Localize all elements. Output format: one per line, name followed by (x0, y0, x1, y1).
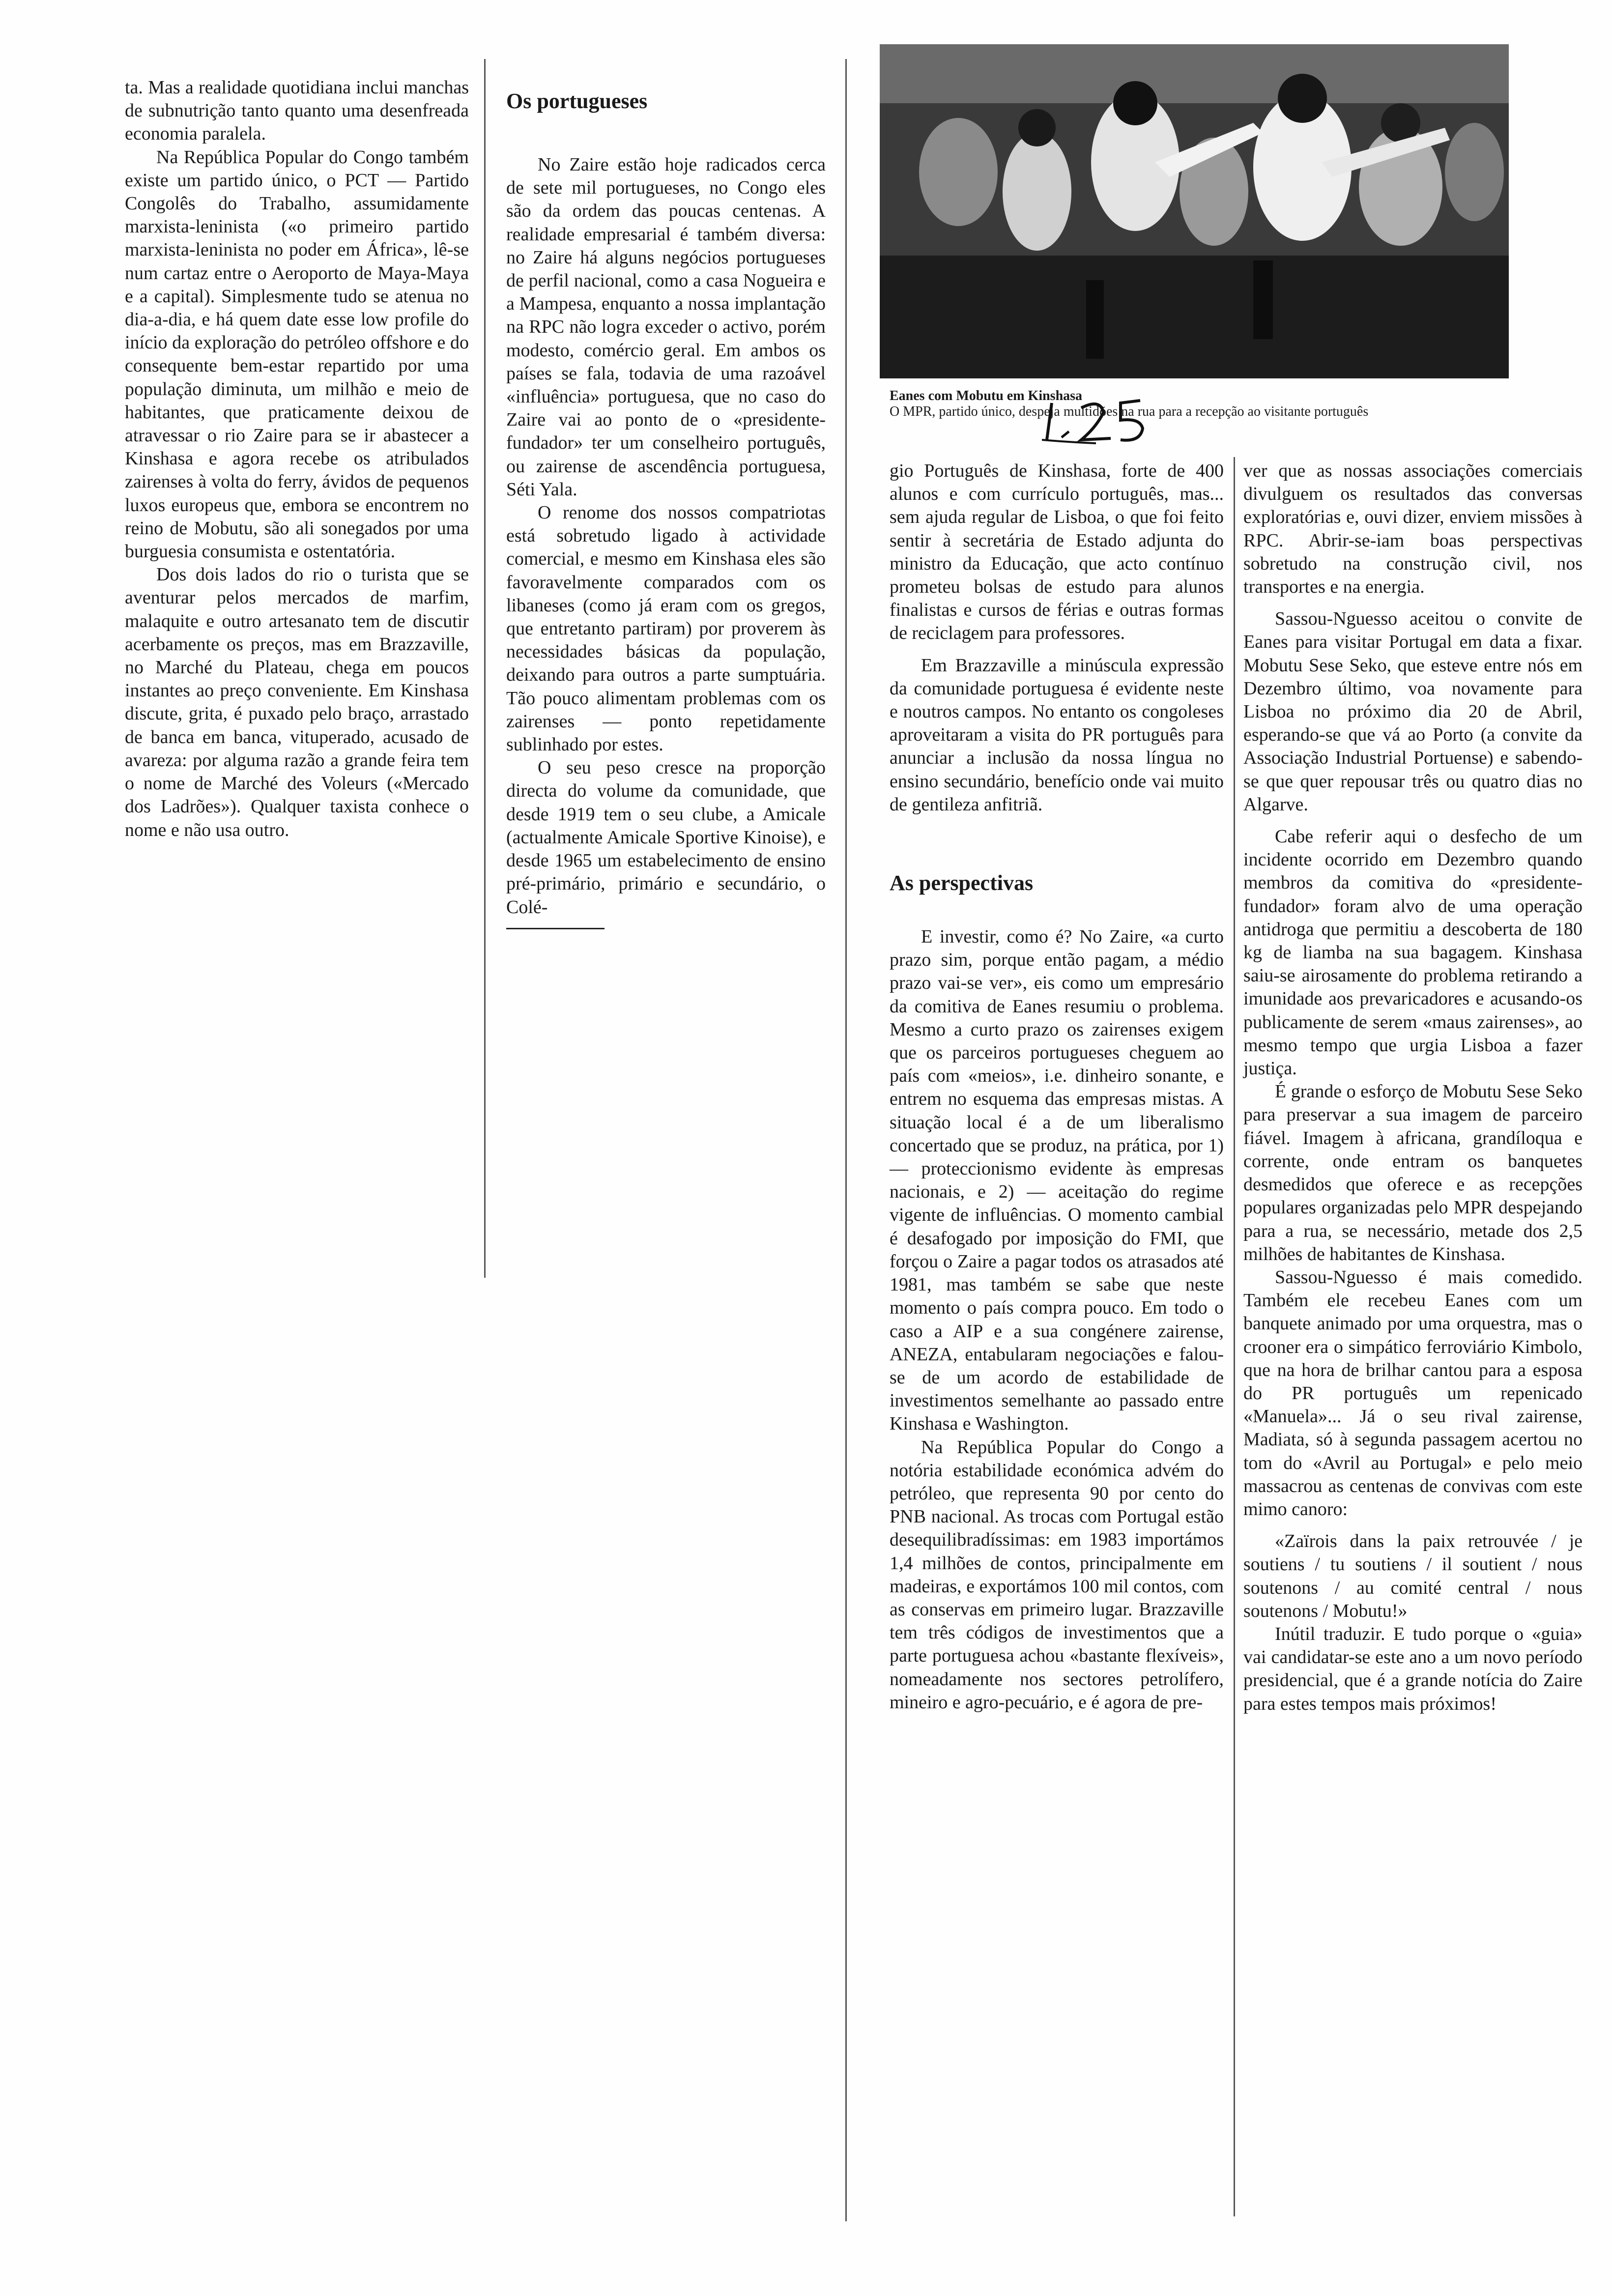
paragraph: Dos dois lados do rio o turista que se aventurar pelos mercados de marfim, malaquite e outro artesanato tem de discutir acerbamente os preços, mas em Brazzaville, no Marché du Plateau, chega em poucos instantes ao preço conveniente. Em Kinshasa discute, grita, é puxado pelo braço, arrastado de banca em banca, vituperado, acusado de avareza: por alguma razão a grande feira tem o nome de Marché des Voleurs («Mercado dos Ladrões»). Qualquer taxista conhece o nome e não usa outro. (125, 564, 469, 840)
paragraph: É grande o esforço de Mobutu Sese Seko para preservar a sua imagem de parceiro fiável. Imagem à africana, grandíloqua e corrente, onde entram os banquetes desmedidos que oferece e as recepções populares organizadas pelo MPR despejando para a rua, se necessário, metade dos 2,5 milhões de habitantes de Kinshasa. (1243, 1081, 1583, 1264)
paragraph: «Zaïrois dans la paix retrouvée / je soutiens / tu soutiens / il soutient / nous soutenons / au comité central / nous soutenons / Mobutu!» (1243, 1531, 1583, 1621)
photo-caption (890, 388, 1514, 420)
paragraph: Sassou-Nguesso é mais comedido. Também ele recebeu Eanes com um banquete animado por uma orquestra, mas o crooner era o simpático ferroviário Kimbolo, que na hora de brilhar cantou para a esposa do PR português um repenicado «Manuela»... Já o seu rival zairense, Madiata, só à segunda passagem acertou no tom do «Avril au Portugal» e pelo meio massacrou as centenas de convivas com este mimo canoro: (1243, 1266, 1583, 1520)
column-3 (890, 459, 1224, 1714)
column-divider (1234, 457, 1235, 2216)
crowd-photo-illustration (880, 44, 1509, 378)
section-heading: Os portugueses (506, 89, 648, 113)
paragraph: Em Brazzaville a minúscula expressão da comunidade portuguesa é evidente neste e noutros campos. No entanto os congoleses aproveitaram a visita do PR português para anunciar a inclusão da nossa língua no ensino secundário, benefício onde vai muito de gentileza anfitriã. (890, 655, 1224, 815)
paragraph: Cabe referir aqui o desfecho de um incidente ocorrido em Dezembro quando membros da comitiva do «presidente-fundador» foram alvo de uma operação antidroga que permitiu a descoberta de 180 kg de liamba na sua bagagem. Kinshasa saiu-se airosamente do problema retirando a imunidade aos prevaricadores e acusando-os publicamente de serem «maus zairenses», ao mesmo tempo que urgia Lisboa a fazer justiça. (1243, 826, 1583, 1079)
end-rule (506, 928, 604, 929)
paragraph: O seu peso cresce na proporção directa do volume da comunidade, que desde 1919 tem o seu clube, a Amicale (actualmente Amicale Sportive Kinoise), e desde 1965 um estabelecimento de ensino pré-primário, primário e secundário, o Colé- (506, 757, 826, 918)
paragraph: Na República Popular do Congo também existe um partido único, o PCT — Partido Congolês do Trabalho, assumidamente marxista-leninista («o primeiro partido marxista-leninista no poder em África», lê-se num cartaz entre o Aeroporto de Maya-Maya e a capital). Simplesmente tudo se atenua no dia-a-dia, e há quem date esse low profile do início da exploração do petróleo offshore e do consequente bem-estar repartido por uma população diminuta, um milhão e meio de habitantes, que praticamente deixou de atravessar o rio Zaire para se ir abastecer a Kinshasa e agora recebe os atribulados zairenses à volta do ferry, ávidos de pequenos luxos europeus que, embora se encontrem no reino de Mobutu, são ali sonegados por uma burguesia consumista e ostentatória. (125, 146, 469, 562)
column-divider (845, 59, 847, 2221)
paragraph: E investir, como é? No Zaire, «a curto prazo sim, porque então pagam, a médio prazo vai-se ver», eis como um empresário da comitiva de Eanes resumiu o problema. Mesmo a curto prazo os zairenses exigem que os parceiros portugueses cheguem ao país com «meios», i.e. dinheiro sonante, e entrem no esquema das empresas mistas. A situação local é a de um liberalismo concertado que se produz, na prática, por 1) — proteccionismo evidente às empresas nacionais, e 2) — aceitação do regime vigente de influências. O momento cambial é desafogado por imposição do FMI, que forçou o Zaire a pagar todos os atrasados até 1981, mas também se sabe que neste momento o país compra pouco. Em todo o caso a AIP e a sua congénere zairense, ANEZA, entabularam negociações e falou-se de um acordo de estabilidade de investimentos semelhante ao passado entre Kinshasa e Washington. (890, 926, 1224, 1435)
paragraph: Sassou-Nguesso aceitou o convite de Eanes para visitar Portugal em data a fixar. Mobutu Sese Seko, que esteve entre nós em Dezembro último, voa novamente para Lisboa no próximo dia 20 de Abril, esperando-se que vá ao Porto (a convite da Associação Industrial Portuense) e sabendo-se que quer repousar três ou quatro dias no Algarve. (1243, 608, 1583, 815)
caption-title: Eanes com Mobutu em Kinshasa (890, 388, 1083, 403)
handwritten-mark (1042, 393, 1170, 447)
paragraph: ver que as nossas associações comerciais divulguem os resultados das conversas exploratórias e, ouvi dizer, enviem missões à RPC. Abrir-se-iam boas perspectivas sobretudo na construção civil, nos transportes e na energia. (1243, 460, 1583, 598)
section-heading: As perspectivas (890, 871, 1034, 895)
column-4 (1243, 459, 1583, 1716)
news-photo (880, 44, 1509, 378)
paragraph: Inútil traduzir. E tudo porque o «guia» vai candidatar-se este ano a um novo período presidencial, que é a grande notícia do Zaire para estes tempos mais próximos! (1243, 1623, 1583, 1714)
caption-text: O MPR, partido único, despeja multidões na rua para a recepção ao visitante português (890, 404, 1369, 419)
paragraph: Na República Popular do Congo a notória estabilidade económica advém do petróleo, que representa 90 por cento do PNB nacional. As trocas com Portugal estão desequilibradíssimas: em 1983 importámos 1,4 milhões de contos, principalmente em madeiras, e exportámos 100 mil contos, com as conservas em primeiro lugar. Brazzaville tem três códigos de investimentos que a parte portuguesa achou «bastante flexíveis», nomeadamente nos sectores petrolífero, mineiro e agro-pecuário, e é agora de pre- (890, 1436, 1224, 1713)
column-1 (125, 76, 469, 842)
column-2 (506, 88, 826, 929)
paragraph: O renome dos nossos compatriotas está sobretudo ligado à actividade comercial, e mesmo em Kinshasa eles são favoravelmente comparados com os libaneses (como já eram com os gregos, que entretanto partiram) por proverem às necessidades básicas da população, deixando para outros a parte sumptuária. Tão pouco alimentam problemas com os zairenses — ponto repetidamente sublinhado por estes. (506, 502, 826, 755)
column-divider (484, 59, 486, 1278)
paragraph: gio Português de Kinshasa, forte de 400 alunos e com currículo português, mas... sem ajuda regular de Lisboa, o que foi feito sentir à secretária de Estado adjunta do ministro da Educação, que acto contínuo prometeu bolsas de estudo para alunos finalistas e cursos de férias e outras formas de reciclagem para professores. (890, 460, 1224, 644)
paragraph: No Zaire estão hoje radicados cerca de sete mil portugueses, no Congo eles são da ordem das poucas centenas. A realidade empresarial é também diversa: no Zaire há alguns negócios portugueses de perfil nacional, como a casa Nogueira e a Mampesa, enquanto a nossa implantação na RPC não logra exceder o activo, porém modesto, comércio geral. Em ambos os países se fala, todavia de uma razoável «influência» portuguesa, que no caso do Zaire vai ao ponto de o «presidente-fundador» ter um conselheiro português, ou zairense de ascendência portuguesa, Séti Yala. (506, 154, 826, 500)
paragraph: ta. Mas a realidade quotidiana inclui manchas de subnutrição tanto quanto uma desenfreada economia paralela. (125, 77, 469, 144)
